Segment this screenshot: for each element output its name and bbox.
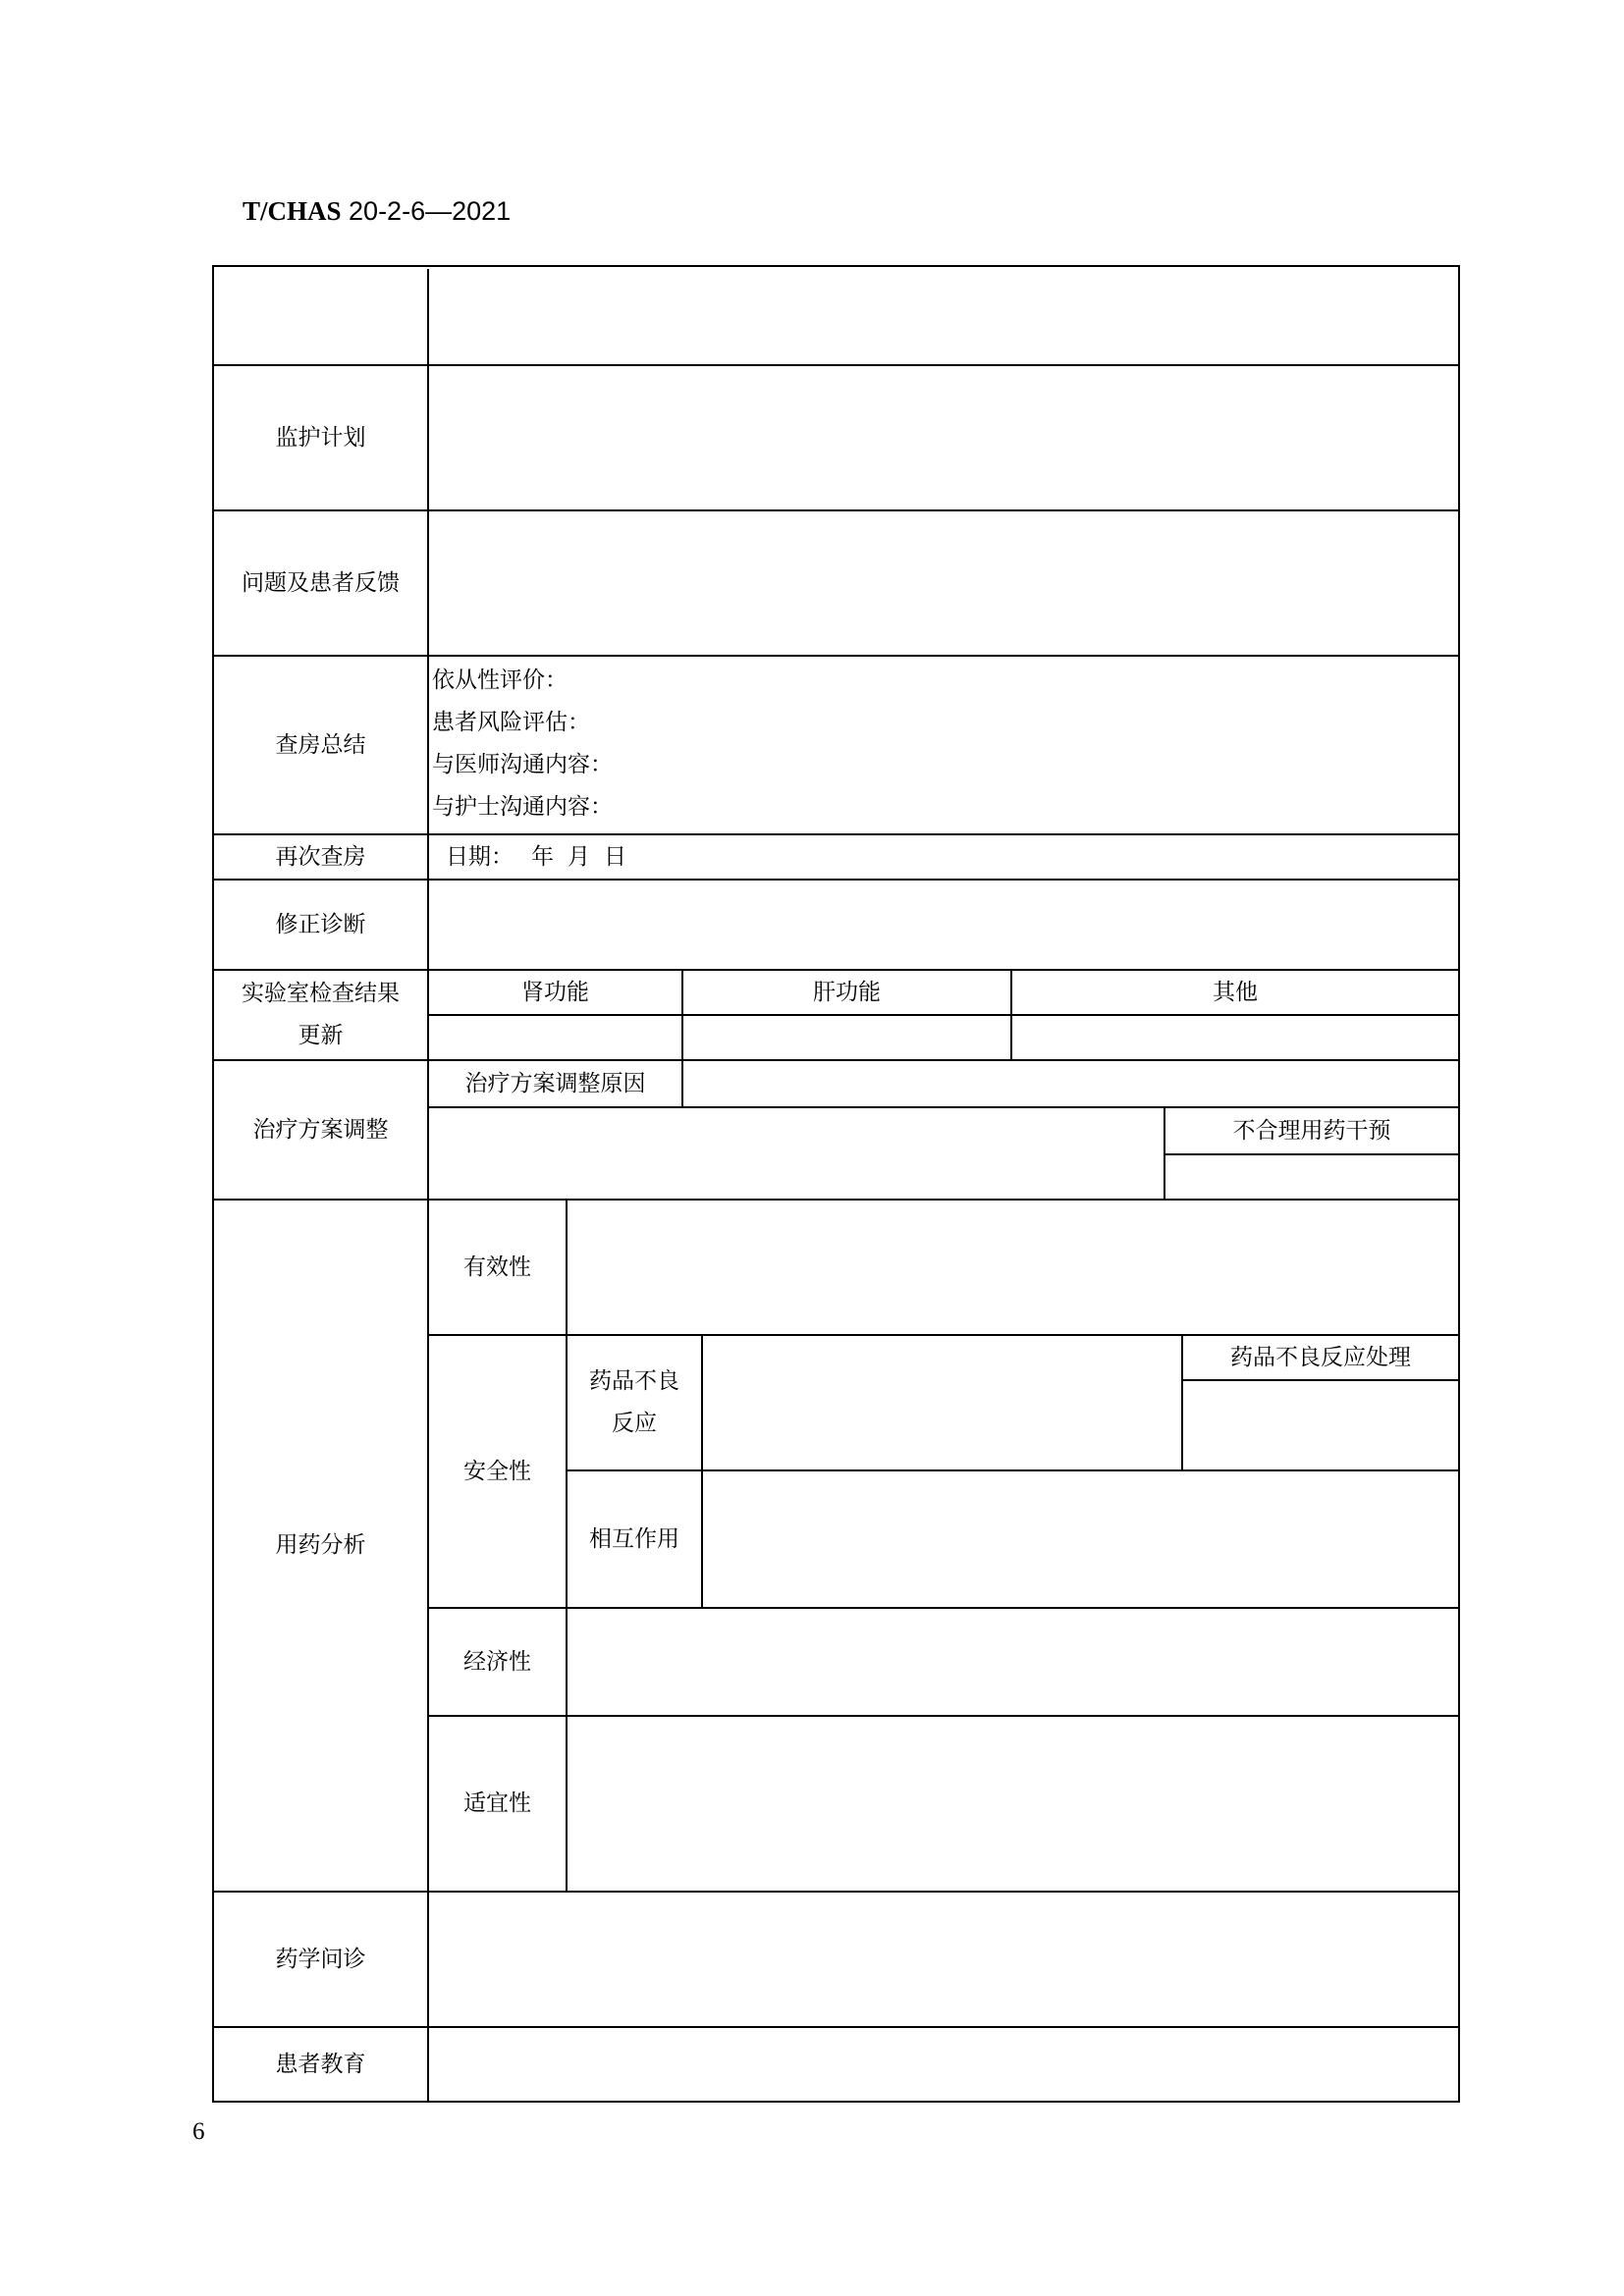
patient-risk-assessment: 患者风险评估： — [432, 710, 590, 735]
month-label: 月 — [568, 844, 590, 870]
patient-education-label: 患者教育 — [275, 2051, 366, 2077]
page-number: 6 — [192, 2118, 205, 2145]
interaction-label: 相互作用 — [589, 1525, 679, 1552]
standard-number: 20-2-6—2021 — [341, 196, 512, 226]
adjustment-reason-label: 治疗方案调整原因 — [464, 1070, 646, 1096]
adr-handling-label: 药品不良反应处理 — [1230, 1344, 1411, 1370]
physician-communication: 与医师沟通内容： — [432, 752, 613, 777]
safety-label: 安全性 — [463, 1458, 531, 1484]
rounds-summary-label: 查房总结 — [275, 731, 366, 758]
document-code — [243, 196, 511, 227]
other-header: 其他 — [1213, 979, 1258, 1005]
irrational-intervention-label: 不合理用药干预 — [1232, 1117, 1391, 1144]
pharmacist-rounds-form — [212, 265, 1460, 2103]
year-label: 年 — [531, 844, 554, 870]
problems-feedback-label: 问题及患者反馈 — [242, 569, 400, 596]
treatment-adjustment-label: 治疗方案调整 — [252, 1116, 389, 1143]
compliance-evaluation: 依从性评价： — [432, 667, 568, 693]
economy-label: 经济性 — [463, 1648, 531, 1675]
nurse-communication: 与护士沟通内容： — [432, 794, 613, 820]
liver-function-header: 肝功能 — [813, 979, 881, 1005]
revised-diagnosis-label: 修正诊断 — [275, 911, 366, 937]
effectiveness-label: 有效性 — [463, 1254, 531, 1280]
pharmacy-consult-label: 药学问诊 — [275, 1946, 366, 1972]
monitoring-plan-label: 监护计划 — [275, 424, 366, 451]
next-rounds-date — [446, 836, 626, 879]
adr-label: 药品不良 反应 — [589, 1368, 679, 1436]
day-label: 日 — [604, 844, 626, 870]
appropriateness-label: 适宜性 — [463, 1790, 531, 1816]
standard-prefix: T/CHAS — [243, 196, 342, 226]
rounds-summary-content — [432, 660, 613, 828]
kidney-function-header: 肾功能 — [521, 979, 589, 1005]
lab-update-label: 实验室检查结果 更新 — [242, 981, 400, 1048]
next-rounds-label: 再次查房 — [275, 843, 366, 870]
date-label: 日期： — [446, 844, 514, 870]
medication-analysis-label: 用药分析 — [275, 1532, 366, 1558]
